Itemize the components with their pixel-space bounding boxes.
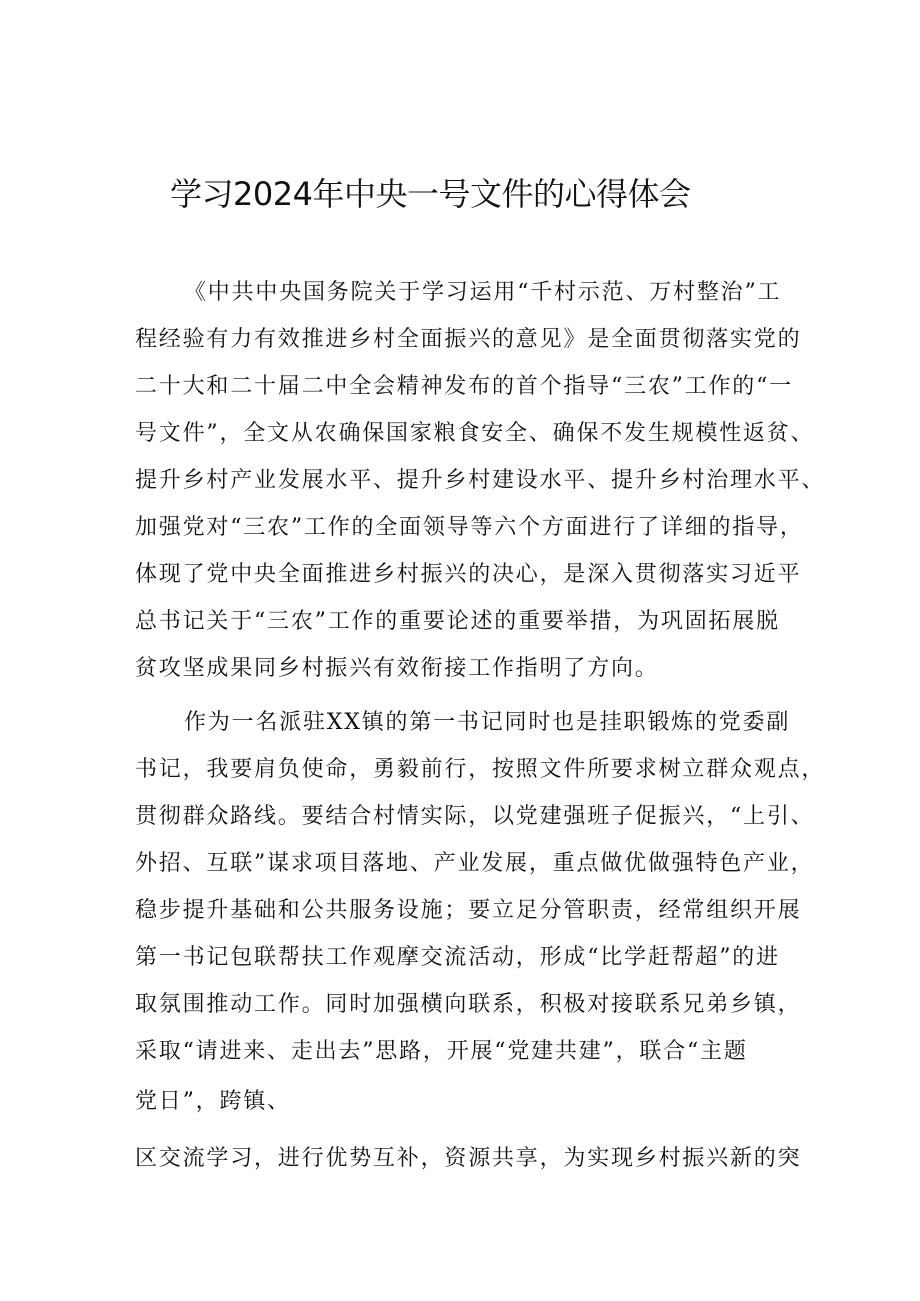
paragraph-1-line: 总书记关于“三农”工作的重要论述的重要举措，为巩固拓展脱 [135, 609, 780, 634]
paragraph-2-line: 稳步提升基础和公共服务设施；要立足分管职责，经常组织开展 [135, 898, 802, 923]
paragraph-2-line: 贯彻群众路线。要结合村情实际，以党建强班子促振兴，“上引、 [135, 804, 815, 829]
paragraph-2-line: 区交流学习，进行优势互补，资源共享，为实现乡村振兴新的突 [135, 1146, 802, 1171]
paragraph-1-line: 《中共中央国务院关于学习运用“千村示范、万村整治”工 [184, 280, 782, 305]
paragraph-1-line: 二十大和二十届二中全会精神发布的首个指导“三农”工作的“一 [135, 374, 793, 399]
paragraph-1-line: 加强党对“三农”工作的全面领导等六个方面进行了详细的指导， [135, 515, 804, 540]
paragraph-1-line: 程经验有力有效推进乡村全面振兴的意见》是全面贯彻落实党的 [135, 327, 802, 352]
paragraph-2-line: 作为一名派驻XX镇的第一书记同时也是挂职锻炼的党委副 [184, 710, 791, 735]
paragraph-1-line: 体现了党中央全面推进乡村振兴的决心，是深入贯彻落实习近平 [135, 562, 802, 587]
document-title: 学习2024年中央一号文件的心得体会 [170, 175, 691, 213]
paragraph-2-line: 书记，我要肩负使命，勇毅前行，按照文件所要求树立群众观点， [135, 757, 826, 782]
paragraph-1-line: 号文件”，全文从农确保国家粮食安全、确保不发生规模性返贫、 [135, 421, 815, 446]
paragraph-1-line: 提升乡村产业发展水平、提升乡村建设水平、提升乡村治理水平、 [135, 468, 826, 493]
paragraph-2-line: 党日”，跨镇、 [135, 1089, 291, 1114]
paragraph-2-line: 取氛围推动工作。同时加强横向联系，积极对接联系兄弟乡镇， [135, 992, 802, 1017]
paragraph-2-line: 外招、互联”谋求项目落地、产业发展，重点做优做强特色产业， [135, 851, 815, 876]
paragraph-1-line: 贫攻坚成果同乡村振兴有效衔接工作指明了方向。 [135, 656, 659, 681]
paragraph-2-line: 采取“请进来、走出去”思路，开展“党建共建”，联合“主题 [135, 1039, 748, 1064]
paragraph-2-line: 第一书记包联帮扶工作观摩交流活动，形成“比学赶帮超”的进 [135, 945, 780, 970]
